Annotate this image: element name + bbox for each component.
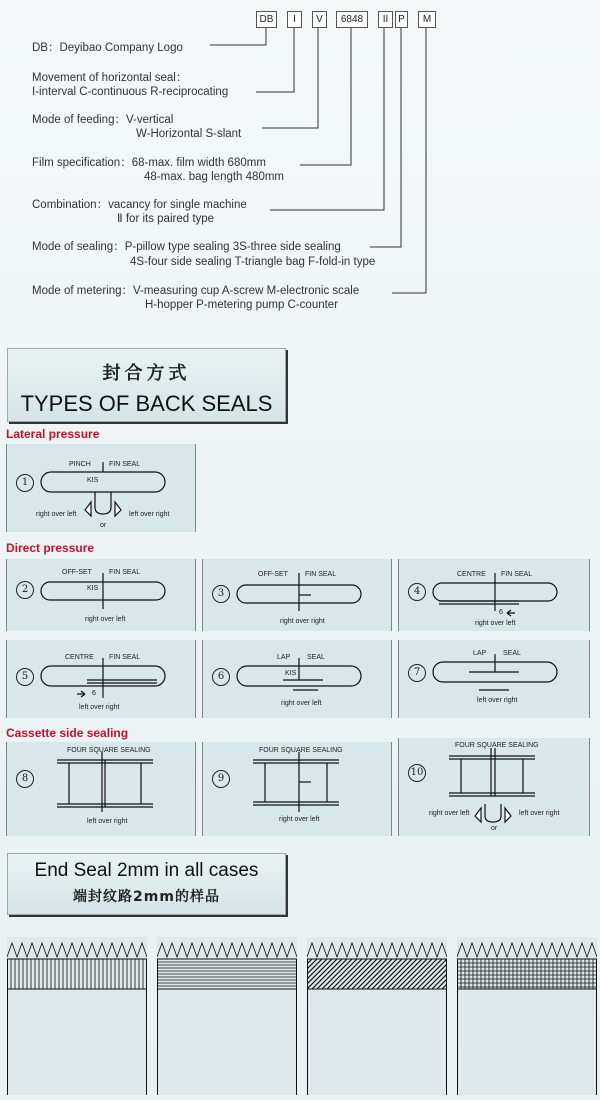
diagram-1-number: 1 [16,474,34,492]
diagram-5-number: 5 [16,668,34,686]
legend-movement-options: I-interval C-continuous R-reciprocating [32,86,229,98]
legend-film-length: 48-max. bag length 480mm [144,171,284,183]
diagram-2-label-fin-seal: FIN SEAL [109,569,141,576]
diagram-3-offset-fin-seal [202,559,392,631]
diagram-8-caption: left over right [87,818,128,825]
diagram-7-lap-seal [398,640,590,718]
diagram-3-caption: right over right [280,618,325,625]
diagram-7-number: 7 [408,664,426,682]
diagram-2-offset-fin-seal [6,559,196,631]
diagram-4-label-centre: CENTRE [457,571,486,578]
diagram-9-four-square-sealing [202,742,392,836]
legend-combination-title: Combination：vacancy for single machine [32,199,247,211]
legend-movement-title: Movement of horizontal seal： [32,72,188,84]
sample-grid-drawing [457,937,597,1095]
diagram-5-centre-fin-seal [6,640,196,718]
sample-horizontal-lines [157,937,297,1095]
legend-sealing-title: Mode of sealing：P-pillow type sealing 3S-three side sealing [32,241,341,253]
code-box-db: DB [256,11,277,28]
diagram-9-number: 9 [212,770,230,788]
diagram-1-label-fin-seal: FIN SEAL [109,461,141,468]
legend-film-title: Film specification：68-max. film width 680mm [32,157,266,169]
diagram-9-label-top: FOUR SQUARE SEALING [259,747,343,754]
diagram-3-label-offset: OFF-SET [258,571,288,578]
code-box-m: M [418,11,436,28]
section-cassette-sealing: Cassette side sealing [6,726,129,740]
diagram-10-drawing [399,738,589,836]
code-box-ii: II [378,11,393,28]
diagram-3-label-fin-seal: FIN SEAL [305,571,337,578]
legend-feeding-title: Mode of feeding：V-vertical [32,114,174,126]
code-box-i: I [287,11,302,28]
legend-combination-paired: Ⅱ for its paired type [117,213,215,225]
diagram-10-number: 10 [408,764,426,782]
legend-sealing-options: 4S-four side sealing T-triangle bag F-fold-in type [130,256,376,268]
diagram-10-caption-or: or [491,825,498,832]
diagram-4-label-fin-seal: FIN SEAL [501,571,533,578]
diagram-1-caption-or: or [100,522,107,529]
section-lateral-pressure: Lateral pressure [6,427,100,441]
section-direct-pressure: Direct pressure [6,541,95,555]
sample-vertical-lines [7,937,147,1095]
sample-diagonal-lines [307,937,447,1095]
diagram-5-caption: left over right [79,704,120,711]
diagram-4-number: 4 [408,583,426,601]
diagram-3-number: 3 [212,585,230,603]
diagram-9-caption: right over left [279,816,320,823]
end-seal-title-en: End Seal 2mm in all cases [34,860,259,881]
sample-grid [457,937,597,1095]
diagram-5-label-centre: CENTRE [65,654,94,661]
diagram-1-drawing [7,444,195,532]
back-seals-title-box [7,348,286,422]
code-box-6848: 6848 [336,11,368,28]
legend-metering-title: Mode of metering：V-measuring cup A-screw M-electronic scale [32,285,360,297]
diagram-5-label-fin-seal: FIN SEAL [109,654,141,661]
diagram-6-number: 6 [212,668,230,686]
diagram-5-label-6: 6 [92,690,96,697]
diagram-2-caption: right over left [85,616,126,623]
sample-vertical-drawing [7,937,147,1095]
diagram-1-caption-left: right over left [36,511,77,518]
diagram-8-number: 8 [16,770,34,788]
diagram-6-label-seal: SEAL [307,654,325,661]
diagram-1-pinch-fin-seal [6,444,196,532]
diagram-8-label-top: FOUR SQUARE SEALING [67,747,151,754]
diagram-6-lap-seal [202,640,392,718]
diagram-10-caption-left: right over left [429,810,470,817]
diagram-10-caption-right: left over right [519,810,560,817]
diagram-7-label-lap: LAP [473,650,487,657]
diagram-10-label-top: FOUR SQUARE SEALING [455,742,539,749]
diagram-8-four-square-sealing [6,742,196,836]
diagram-4-centre-fin-seal [398,559,590,631]
diagram-2-number: 2 [16,581,34,599]
legend-db: DB：Deyibao Company Logo [32,42,183,54]
code-box-p: P [395,11,408,28]
diagram-1-label-pinch: PINCH [69,461,91,468]
diagram-1-caption-right: left over right [129,511,170,518]
sample-diagonal-drawing [307,937,447,1095]
back-seals-title-en: TYPES OF BACK SEALS [20,391,273,416]
diagram-6-caption: right over left [281,700,322,707]
diagram-6-label-kis: KIS [285,670,297,677]
diagram-1-label-kis: KIS [87,477,99,484]
diagram-7-label-seal: SEAL [503,650,521,657]
diagram-7-drawing [399,640,589,718]
diagram-2-label-kis: KIS [87,585,99,592]
diagram-4-label-6: 6 [499,609,503,616]
diagram-10-four-square-sealing [398,738,590,836]
back-seals-title-cn: 封合方式 [102,363,191,384]
end-seal-title-cn: 端封纹路2mm的样品 [73,889,220,905]
legend-metering-options: H-hopper P-metering pump C-counter [145,299,339,311]
code-box-v: V [312,11,327,28]
diagram-7-caption: left over right [477,697,518,704]
diagram-2-label-offset: OFF-SET [62,569,92,576]
legend-feeding-options: W-Horizontal S-slant [136,128,242,140]
sample-horizontal-drawing [157,937,297,1095]
diagram-4-caption: right over left [475,620,516,627]
end-seal-title-box [7,853,286,915]
diagram-6-label-lap: LAP [277,654,291,661]
